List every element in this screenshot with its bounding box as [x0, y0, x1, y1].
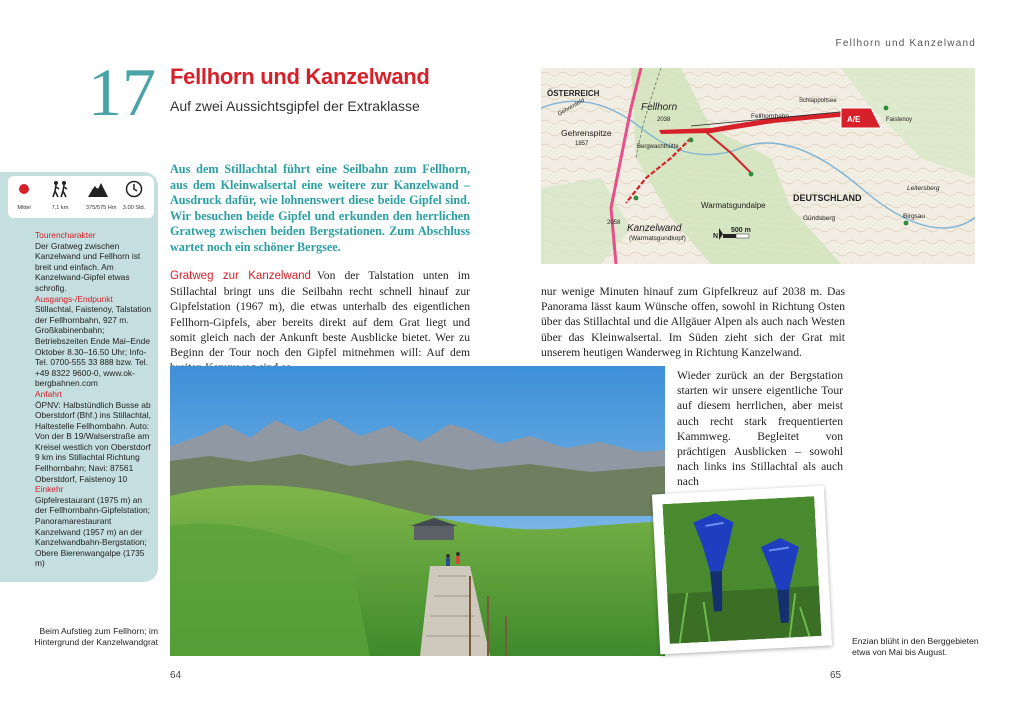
caption-main-photo: Beim Aufstieg zum Fellhorn; im Hintergrund der Kanzelwandgrat	[34, 626, 158, 647]
body-column-1	[170, 268, 470, 375]
page-number-left: 64	[170, 670, 182, 681]
mountain-icon	[87, 180, 109, 198]
stat-label: 7,1 km	[51, 205, 69, 211]
section-heading: Gratweg zur Kanzelwand	[170, 270, 311, 282]
stat-duration	[122, 179, 146, 211]
map-label-faistenoy: Faistenoy	[886, 117, 913, 123]
map-label-guendsberg: Gündsberg	[803, 215, 836, 222]
anfahrt-text: ÖPNV: Halbstündlich Busse ab Oberstdorf (Bhf.) ins Stillachtal, Haltestelle Fellhornbahn. Auto: Von der B 19/Walserstraße am Kreisel westlich von Oberstdorf 9 km ins Stillachtal Richtung Fellhornbahn; Navi: 87561 Oberstdorf, Faistenoy 10	[35, 399, 151, 484]
tourencharakter-text: Der Gratweg zwischen Kanzelwand und Fellhorn ist breit und einfach. Am Kanzelwand-Gipfel etwas schrofig.	[35, 240, 141, 293]
ausgangs-heading: Ausgangs-/Endpunkt	[35, 293, 113, 304]
tour-number: 17	[88, 54, 156, 130]
map-label-deutschland: DEUTSCHLAND	[793, 193, 862, 203]
map-label-bergwachthuette: Bergwachthütte	[637, 144, 679, 150]
stat-label: Mittel	[17, 205, 31, 211]
map-scale-label: 500 m	[731, 227, 751, 234]
map-label-fellhorn-height: 2038	[657, 117, 671, 123]
stat-label: 3.00 Std.	[122, 205, 146, 211]
map-label-kanzelwand-height: 2058	[607, 220, 621, 226]
map-label-kanzelwand-sub: (Warmatsgundkopf)	[629, 235, 686, 242]
map-label-gehrenspitze: Gehrenspitze	[561, 128, 612, 138]
map-label-schlappoltsee: Schlappoltsee	[799, 98, 837, 104]
map-label-birgsau: Birgsau	[903, 213, 926, 220]
difficulty-dot-icon	[19, 184, 29, 194]
running-head: Fellhorn und Kanzelwand	[835, 38, 976, 49]
map-label-warmatsgundalpe: Warmatsgundalpe	[701, 201, 766, 210]
body-column-2: nur wenige Minuten hinauf zum Gipfelkreuz auf 2038 m. Das Panorama lässt kaum Wünsche offen, sowohl in Richtung Osten über das Stillachtal und die Allgäuer Alpen als auch nach Westen über das Kleinwalsertal. Im Süden zieht sich der Grat mit unserem heutigen Wanderweg in Richtung Kanzelwand.	[541, 285, 845, 359]
tour-subtitle: Auf zwei Aussichtsgipfel der Extraklasse	[170, 98, 420, 114]
map-north-label: N	[713, 233, 719, 240]
hikers-icon	[50, 180, 70, 198]
map-label-leitersberg: Leitersberg	[907, 185, 940, 192]
stat-elevation	[86, 179, 117, 211]
gentian-photo	[662, 496, 821, 644]
body-column-1-text: Von der Talstation unten im Stillachtal bringt uns die Seilbahn recht schnell hinauf zur Gipfelstation (1967 m), die etwas unterhalb des eigentlichen Fellhorn-Gipfels, aber bereits direkt auf dem Grat liegt und somit gleich nach der Ankunft beste Ausblicke bietet. Wer zu Beginn der Tour noch den Gipfel mitnehmen will: Auf dem	[170, 269, 470, 360]
map-label-oesterreich: ÖSTERREICH	[547, 89, 600, 98]
route-map	[541, 68, 975, 264]
tourencharakter-heading: Tourencharakter	[35, 230, 96, 240]
einkehr-text: Gipfelrestaurant (1975 m) an der Fellhornbahn-Gipfelstation; Panoramarestaurant Kanzelwand (1957 m) an der Kanzelwandbahn-Bergstation; Obere Bierenwangalpe (1735 m)	[35, 494, 150, 569]
stat-difficulty	[12, 179, 36, 211]
stat-distance	[48, 179, 72, 211]
caption-gentian-photo: Enzian blüht in den Berggebieten etwa von Mai bis August.	[852, 636, 979, 657]
map-label-fellhorn: Fellhorn	[641, 102, 678, 113]
sidebar-text	[35, 230, 155, 569]
map-ae-badge: A/E	[847, 115, 861, 124]
anfahrt-heading: Anfahrt	[35, 388, 63, 399]
map-label-gehrenspitze-height: 1857	[575, 141, 589, 147]
einkehr-heading: Einkehr	[35, 484, 64, 495]
page-number-right: 65	[830, 670, 842, 681]
intro-text: Aus dem Stillachtal führt eine Seilbahn zum Fellhorn, aus dem Kleinwalsertal eine weitere zur Kanzelwand – Ausdruck dafür, wie lohnenswert diese beide Gipfel sind. Wir besuchen beide Gipfel und erkunden den herrlichen Gratweg zwischen beiden Bergstationen. Zum Abschluss wartet noch ein schöner Bergsee.	[170, 162, 470, 254]
clock-icon	[125, 180, 143, 198]
body-column-3: Wieder zurück an der Bergstation starten wir unsere eigentliche Tour auf diesem herrlichen, aber meist auch recht stark frequentierten Kammweg. Begleitet von prächtigen Ausblicken – sowohl nach links ins Stillachtal als auch nach	[677, 369, 843, 489]
map-label-fellhornbahn: Fellhornbahn	[751, 113, 789, 120]
tour-stats	[8, 176, 154, 218]
map-label-kanzelwand: Kanzelwand	[627, 223, 682, 234]
main-photo-fellhorn-ridge	[170, 366, 665, 656]
ausgangs-text: Stillachtal, Faistenoy, Talstation der Fellhornbahn, 927 m. Großkabinenbahn; Betriebszeiten Ende Mai–Ende Oktober 8.30–16.50 Uhr; Info-Tel. 0700-555 33 888 bzw. Tel. +49 8322 9600-0, www.ok-bergbahnen.com	[35, 304, 152, 389]
gentian-photo-frame	[652, 486, 832, 655]
map-label-gehrenfeld: Gehrenfeld	[557, 97, 586, 118]
tour-title: Fellhorn und Kanzelwand	[170, 64, 430, 89]
stat-label: 375/575 Hm	[86, 205, 117, 211]
